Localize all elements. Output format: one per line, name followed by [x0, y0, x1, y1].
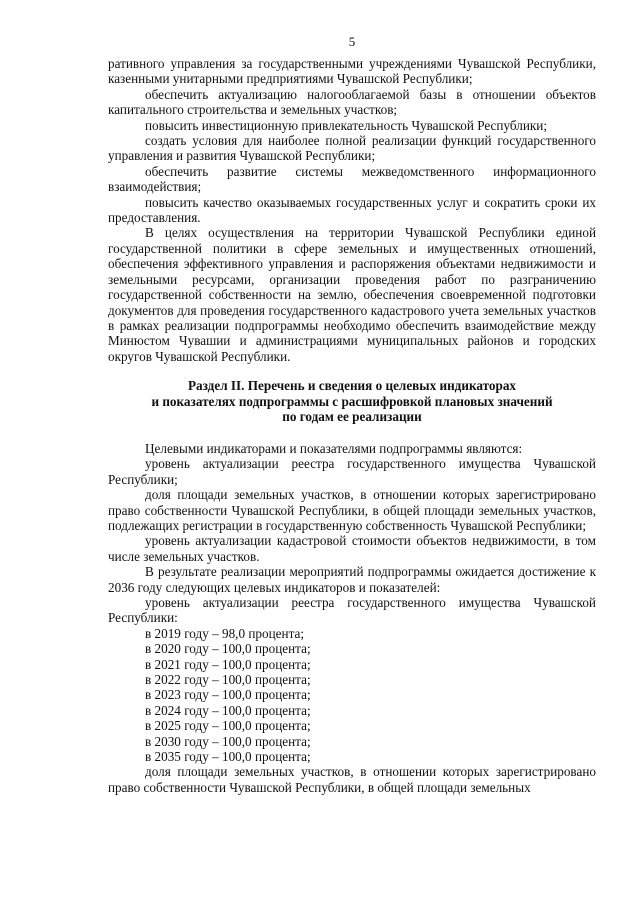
- paragraph-intro: Целевыми индикаторами и показателями подпрограммы являются:: [145, 440, 523, 456]
- section-heading-line: Раздел II. Перечень и сведения о целевых индикаторах: [187, 378, 517, 394]
- year-value-line: в 2023 году – 100,0 процента;: [145, 687, 311, 703]
- paragraph-body: В результате реализации мероприятий подпрограммы ожидается достижение к 2036 году следующих целевых индикаторов и показателей:: [108, 564, 596, 595]
- year-value-line: в 2020 году – 100,0 процента;: [145, 641, 311, 657]
- paragraph-item: уровень актуализации кадастровой стоимости объектов недвижимости, в том числе земельных участков.: [108, 533, 596, 564]
- paragraph-item: уровень актуализации реестра государственного имущества Чувашской Республики:: [108, 594, 596, 626]
- paragraph-item: доля площади земельных участков, в отношении которых зарегистрировано право собственности Чувашской Республики, в общей площади земельных: [108, 764, 596, 795]
- paragraph-item: уровень актуализации реестра государственного имущества Чувашской Республики;: [108, 456, 596, 487]
- year-value-line: в 2019 году – 98,0 процента;: [145, 625, 305, 641]
- document-page: [108, 34, 596, 795]
- paragraph-item: доля площади земельных участков, в отношении которых зарегистрировано право собственности Чувашской Республики, в общей площади земельных участков, подлежащих регистрации в государственную собственность Чувашской Республики;: [108, 487, 596, 533]
- section-heading-line: по годам ее реализации: [282, 409, 422, 425]
- section-heading: [108, 378, 596, 425]
- paragraph-item: создать условия для наиболее полной реализации функций государственного управления и развития Чувашской Республики;: [108, 133, 596, 164]
- paragraph-item: повысить инвестиционную привлекательность Чувашской Республики;: [145, 117, 548, 133]
- paragraph-item: обеспечить развитие системы межведомственного информационного взаимодействия;: [108, 163, 596, 195]
- year-value-line: в 2022 году – 100,0 процента;: [145, 672, 311, 687]
- paragraph-body: В целях осуществления на территории Чувашской Республики единой государственной политики в сфере земельных и имущественных отношений, обеспечения эффективного управления и распоряжения объектами недвижимости и земельными ресурсами, организации проведения работ по разграничению государственной собственности на землю, обеспечения своевременной подготовки документов для проведения государственного кадастрового учета земельных участков в рамках реализации подпрограммы необходимо обеспечить взаимодействие между Минюстом Чувашии и администрациями муниципальных районов и городских округов Чувашской Республики.: [108, 225, 596, 364]
- year-value-line: в 2025 году – 100,0 процента;: [145, 718, 311, 734]
- paragraph-item: обеспечить актуализацию налогооблагаемой базы в отношении объектов капитального строительства и земельных участков;: [108, 86, 596, 118]
- section-heading-line: и показателях подпрограммы с расшифровкой плановых значений: [151, 393, 553, 409]
- paragraph-item: повысить качество оказываемых государственных услуг и сократить сроки их предоставления.: [108, 194, 596, 226]
- paragraph-continuation: ративного управления за государственными учреждениями Чувашской Республики, казенными унитарными предприятиями Чувашской Республики;: [108, 56, 596, 87]
- year-value-line: в 2030 году – 100,0 процента;: [145, 733, 311, 749]
- page-number: 5: [348, 34, 356, 49]
- year-value-line: в 2021 году – 100,0 процента;: [145, 656, 311, 672]
- year-value-line: в 2035 году – 100,0 процента;: [145, 749, 311, 765]
- year-value-line: в 2024 году – 100,0 процента;: [145, 702, 311, 718]
